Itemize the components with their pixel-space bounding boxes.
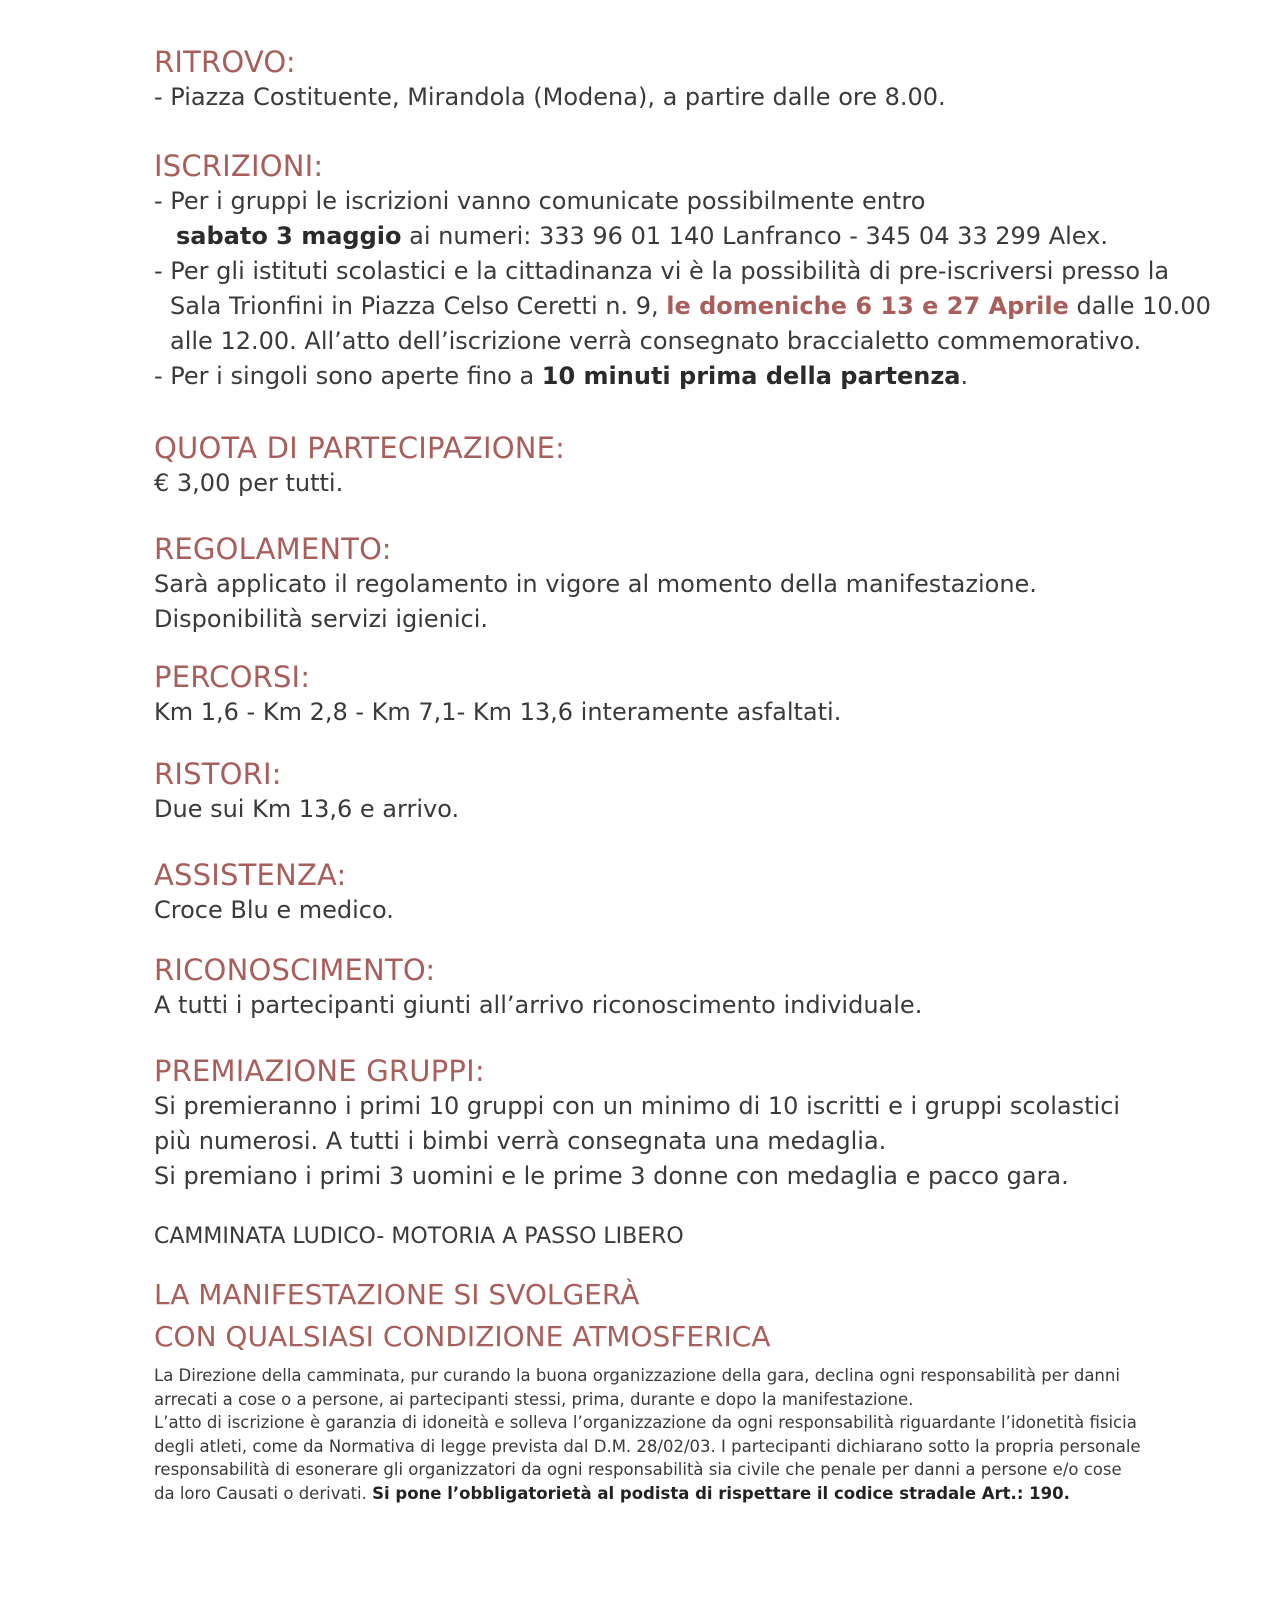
disclaimer — [154, 1364, 1224, 1505]
regolamento-line-1: Sarà applicato il regolamento in vigore al momento della manifestazione. — [154, 570, 1037, 598]
camminata-note: CAMMINATA LUDICO- MOTORIA A PASSO LIBERO — [154, 1224, 684, 1249]
heading-ristori: RISTORI: — [154, 757, 282, 791]
iscrizioni-line-1: - Per i gruppi le iscrizioni vanno comunicate possibilmente entro — [154, 187, 926, 215]
heading-premiazione: PREMIAZIONE GRUPPI: — [154, 1054, 485, 1088]
disclaimer-line-6 — [154, 1482, 1224, 1506]
section-iscrizioni — [154, 148, 1224, 394]
heading-ritrovo: RITROVO: — [154, 45, 296, 79]
ritrovo-text: - Piazza Costituente, Mirandola (Modena), a partire dalle ore 8.00. — [154, 83, 946, 111]
iscrizioni-line-6 — [154, 359, 1224, 394]
premiazione-line-2: più numerosi. A tutti i bimbi verrà consegnata una medaglia. — [154, 1127, 887, 1155]
manifestazione-line-2: CON QUALSIASI CONDIZIONE ATMOSFERICA — [154, 1320, 771, 1353]
section-manifestazione — [154, 1274, 1224, 1358]
disclaimer-causati: da loro Causati o derivati. — [154, 1483, 373, 1503]
premiazione-line-1: Si premieranno i primi 10 gruppi con un minimo di 10 iscritti e i gruppi scolastici — [154, 1092, 1121, 1120]
quota-text: € 3,00 per tutti. — [154, 469, 344, 497]
heading-iscrizioni: ISCRIZIONI: — [154, 149, 324, 183]
manifestazione-line-1: LA MANIFESTAZIONE SI SVOLGERÀ — [154, 1278, 640, 1311]
iscrizioni-location: Sala Trionfini in Piazza Celso Ceretti n. 9, — [170, 292, 667, 320]
iscrizioni-time: dalle 10.00 — [1068, 292, 1211, 320]
disclaimer-line-3: L’atto di iscrizione è garanzia di idoneità e solleva l’organizzazione da ogni responsabilità riguardante l’idonetità fisicia — [154, 1413, 1137, 1432]
heading-assistenza: ASSISTENZA: — [154, 858, 347, 892]
iscrizioni-singoli: - Per i singoli sono aperte fino a — [154, 362, 542, 390]
heading-regolamento: REGOLAMENTO: — [154, 532, 392, 566]
iscrizioni-deadline: sabato 3 maggio — [176, 222, 402, 250]
iscrizioni-line-4 — [154, 289, 1224, 324]
iscrizioni-line-2 — [154, 219, 1224, 254]
iscrizioni-phones: ai numeri: 333 96 01 140 Lanfranco - 345 04 33 299 Alex. — [401, 222, 1108, 250]
disclaimer-codice-stradale: Si pone l’obbligatorietà al podista di rispettare il codice stradale Art.: 190. — [372, 1483, 1070, 1503]
assistenza-text: Croce Blu e medico. — [154, 896, 394, 924]
heading-riconoscimento: RICONOSCIMENTO: — [154, 953, 436, 987]
section-premiazione — [154, 1053, 1224, 1194]
heading-quota: QUOTA DI PARTECIPAZIONE: — [154, 431, 566, 465]
section-ristori — [154, 756, 1224, 827]
section-riconoscimento — [154, 952, 1224, 1023]
document-body — [154, 44, 1224, 1505]
riconoscimento-text: A tutti i partecipanti giunti all’arrivo riconoscimento individuale. — [154, 991, 923, 1019]
regolamento-line-2: Disponibilità servizi igienici. — [154, 605, 489, 633]
premiazione-line-3: Si premiano i primi 3 uomini e le prime 3 donne con medaglia e pacco gara. — [154, 1162, 1069, 1190]
section-regolamento — [154, 531, 1224, 637]
iscrizioni-line-3: - Per gli istituti scolastici e la cittadinanza vi è la possibilità di pre-iscriversi presso la — [154, 257, 1170, 285]
iscrizioni-singoli-deadline: 10 minuti prima della partenza — [541, 362, 961, 390]
section-percorsi — [154, 659, 1224, 730]
heading-percorsi: PERCORSI: — [154, 660, 311, 694]
disclaimer-line-1: La Direzione della camminata, pur curando la buona organizzazione della gara, declina ogni responsabilità per danni — [154, 1366, 1120, 1385]
percorsi-text: Km 1,6 - Km 2,8 - Km 7,1- Km 13,6 interamente asfaltati. — [154, 698, 842, 726]
ristori-text: Due sui Km 13,6 e arrivo. — [154, 795, 460, 823]
iscrizioni-dates: le domeniche 6 13 e 27 Aprile — [666, 292, 1069, 320]
section-ritrovo — [154, 44, 1224, 115]
disclaimer-line-5: responsabilità di esonerare gli organizzatori da ogni responsabilità sia civile che penale per danni a persone e/o cose — [154, 1460, 1122, 1479]
section-quota — [154, 430, 1224, 501]
section-assistenza — [154, 857, 1224, 928]
iscrizioni-period: . — [960, 362, 969, 390]
disclaimer-line-4: degli atleti, come da Normativa di legge prevista dal D.M. 28/02/03. I partecipanti dichiarano sotto la propria personale — [154, 1436, 1141, 1456]
disclaimer-line-2: arrecati a cose o a persone, ai partecipanti stessi, prima, durante e dopo la manifestazione. — [154, 1389, 914, 1409]
iscrizioni-line-5: alle 12.00. All’atto dell’iscrizione verrà consegnato braccialetto commemorativo. — [170, 327, 1142, 355]
